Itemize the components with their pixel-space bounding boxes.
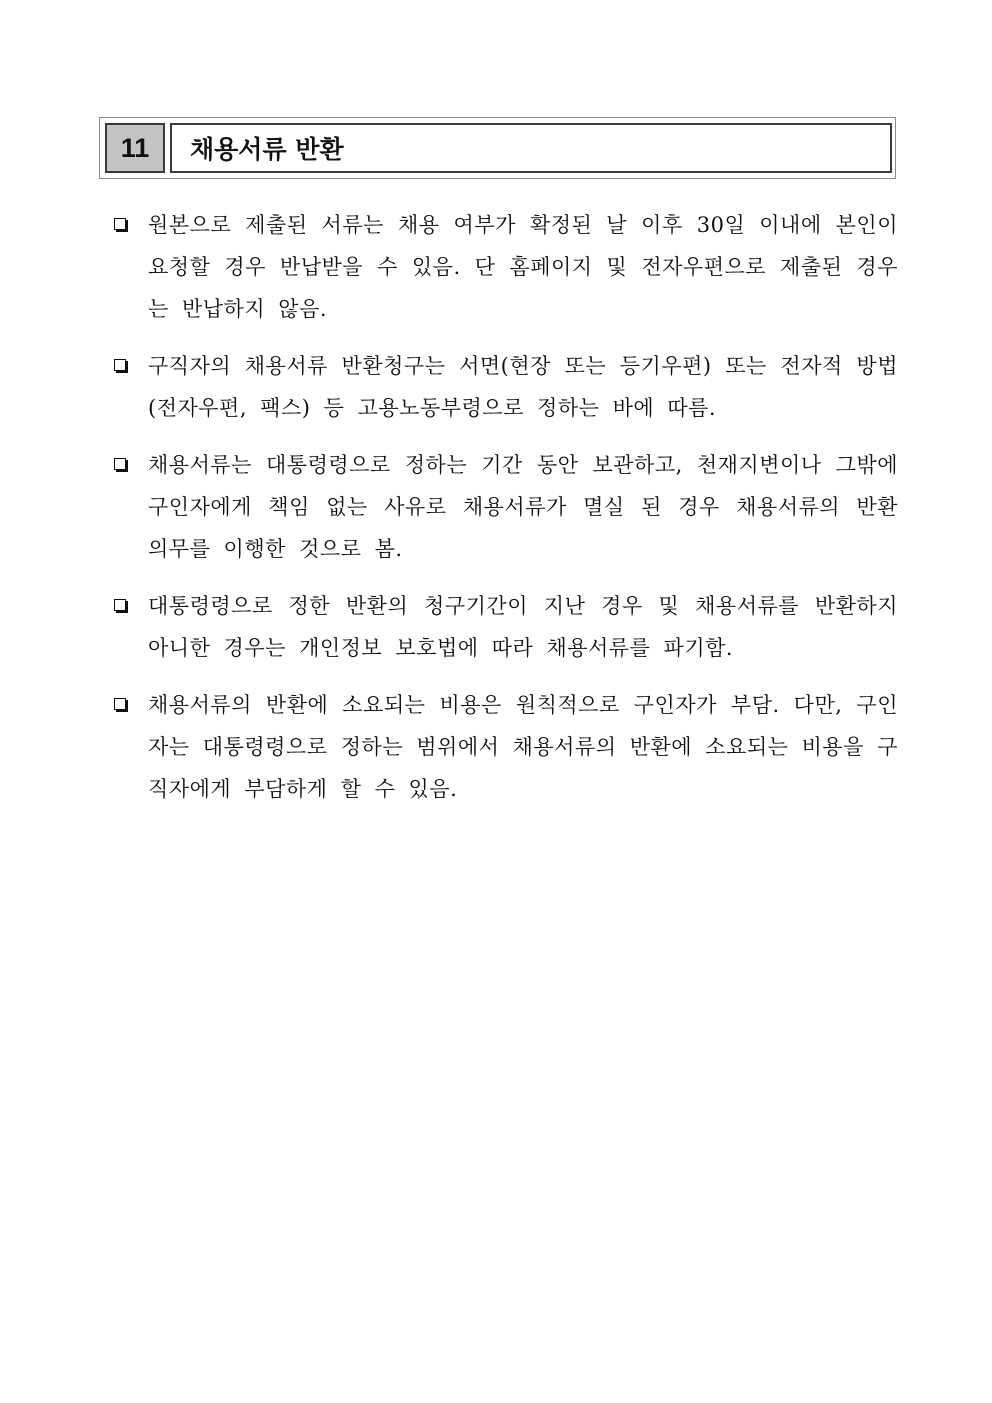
list-item-text: 채용서류는 대통령령으로 정하는 기간 동안 보관하고, 천재지변이나 그밖에 구인자에게 책임 없는 사유로 채용서류가 멸실 된 경우 채용서류의 반환 의무를 이행한 것으로 봄.	[148, 453, 898, 561]
list-item	[108, 585, 898, 669]
square-bullet-icon	[114, 359, 126, 371]
list-item-text: 대통령령으로 정한 반환의 청구기간이 지난 경우 및 채용서류를 반환하지 아니한 경우는 개인정보 보호법에 따라 채용서류를 파기함.	[148, 594, 898, 660]
square-bullet-icon	[114, 599, 126, 611]
square-bullet-icon	[114, 218, 126, 230]
list-item-text: 원본으로 제출된 서류는 채용 여부가 확정된 날 이후 30일 이내에 본인이 요청할 경우 반납받을 수 있음. 단 홈페이지 및 전자우편으로 제출된 경우는 반납하지 않음.	[148, 213, 898, 321]
list-item	[108, 684, 898, 810]
square-bullet-icon	[114, 698, 126, 710]
list-item	[108, 204, 898, 330]
list-item-text: 구직자의 채용서류 반환청구는 서면(현장 또는 등기우편) 또는 전자적 방법(전자우편, 팩스) 등 고용노동부령으로 정하는 바에 따름.	[148, 354, 898, 420]
bullet-list	[108, 204, 898, 825]
list-item	[108, 345, 898, 429]
section-title: 채용서류 반환	[170, 123, 892, 173]
section-number: 11	[105, 123, 165, 173]
square-bullet-icon	[114, 458, 126, 470]
section-header	[99, 117, 896, 179]
list-item	[108, 444, 898, 570]
list-item-text: 채용서류의 반환에 소요되는 비용은 원칙적으로 구인자가 부담. 다만, 구인자는 대통령령으로 정하는 범위에서 채용서류의 반환에 소요되는 비용을 구직자에게 부담하게 할 수 있음.	[148, 693, 898, 801]
